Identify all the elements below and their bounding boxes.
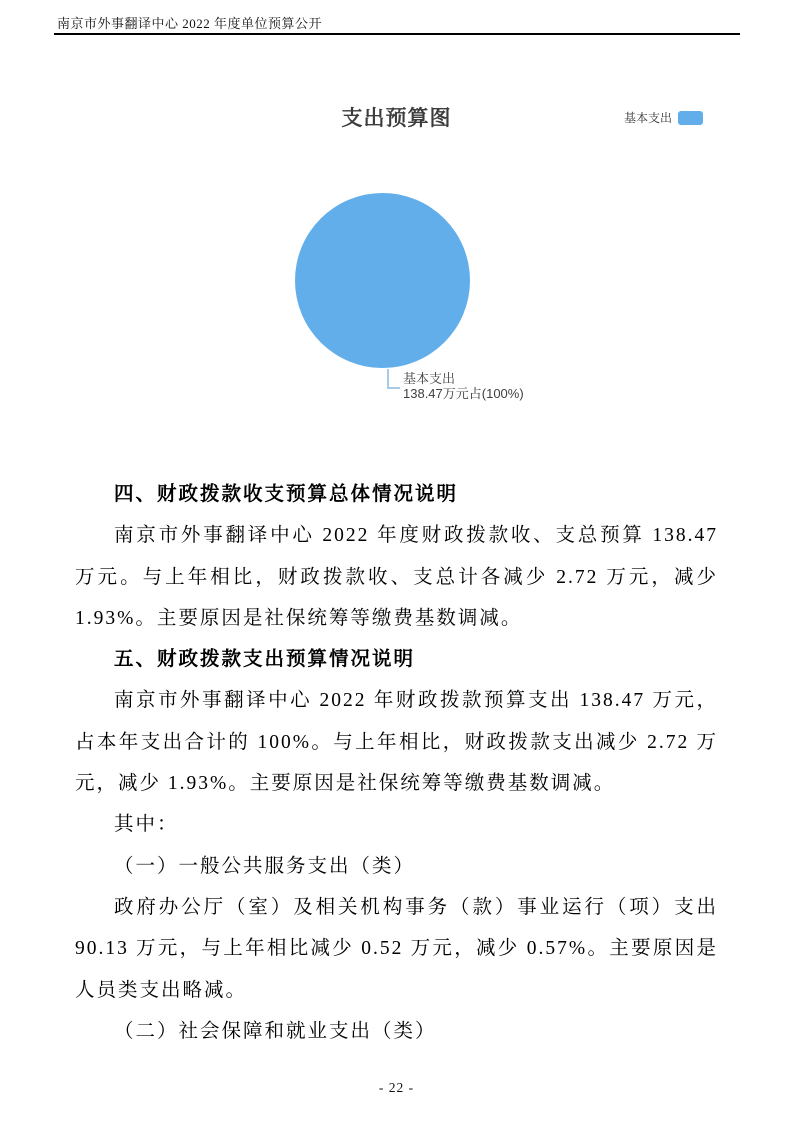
chart-title: 支出预算图 bbox=[341, 107, 452, 130]
pie-callout-line-icon bbox=[387, 369, 389, 389]
section-5-paragraph: 南京市外事翻译中心 2022 年财政拨款预算支出 138.47 万元，占本年支出合计的 100%。与上年相比，财政拨款支出减少 2.72 万元，减少 1.93%。主要原因是社保统筹等缴费基数调减。 bbox=[75, 690, 718, 795]
section-5-heading: 五、财政拨款支出预算情况说明 bbox=[114, 649, 416, 671]
legend-label: 基本支出 bbox=[623, 111, 672, 125]
section-5-item-1-heading: （一）一般公共服务支出（类） bbox=[114, 855, 416, 877]
pie-data-label-name: 基本支出 bbox=[403, 371, 456, 386]
pie-callout-line-icon bbox=[387, 387, 400, 389]
section-4-paragraph: 南京市外事翻译中心 2022 年度财政拨款收、支总预算 138.47 万元。与上年相比，财政拨款收、支总计各减少 2.72 万元，减少 1.93%。主要原因是社保统筹等缴费基数调减。 bbox=[75, 525, 718, 629]
pie-data-label-value: 138.47万元占(100%) bbox=[403, 386, 524, 401]
section-5-subline: 其中： bbox=[114, 814, 179, 836]
pie-data-label bbox=[403, 371, 524, 401]
section-5-item-1-paragraph: 政府办公厅（室）及相关机构事务（款）事业运行（项）支出 90.13 万元，与上年相比减少 0.52 万元，减少 0.57%。主要原因是人员类支出略减。 bbox=[75, 896, 718, 1001]
chart-legend bbox=[624, 109, 703, 126]
running-header bbox=[57, 13, 322, 32]
legend-swatch bbox=[678, 111, 703, 125]
page-number: - 22 - bbox=[378, 1080, 415, 1095]
section-4-heading: 四、财政拨款收支预算总体情况说明 bbox=[114, 484, 459, 505]
section-5-item-2-heading: （二）社会保障和就业支出（类） bbox=[114, 1020, 437, 1042]
header-title: 南京市外事翻译中心 2022 年度单位预算公开 bbox=[57, 16, 323, 31]
pie-slice-basic-expenditure bbox=[295, 193, 470, 368]
header-rule bbox=[54, 33, 740, 35]
document-body bbox=[75, 474, 718, 1052]
